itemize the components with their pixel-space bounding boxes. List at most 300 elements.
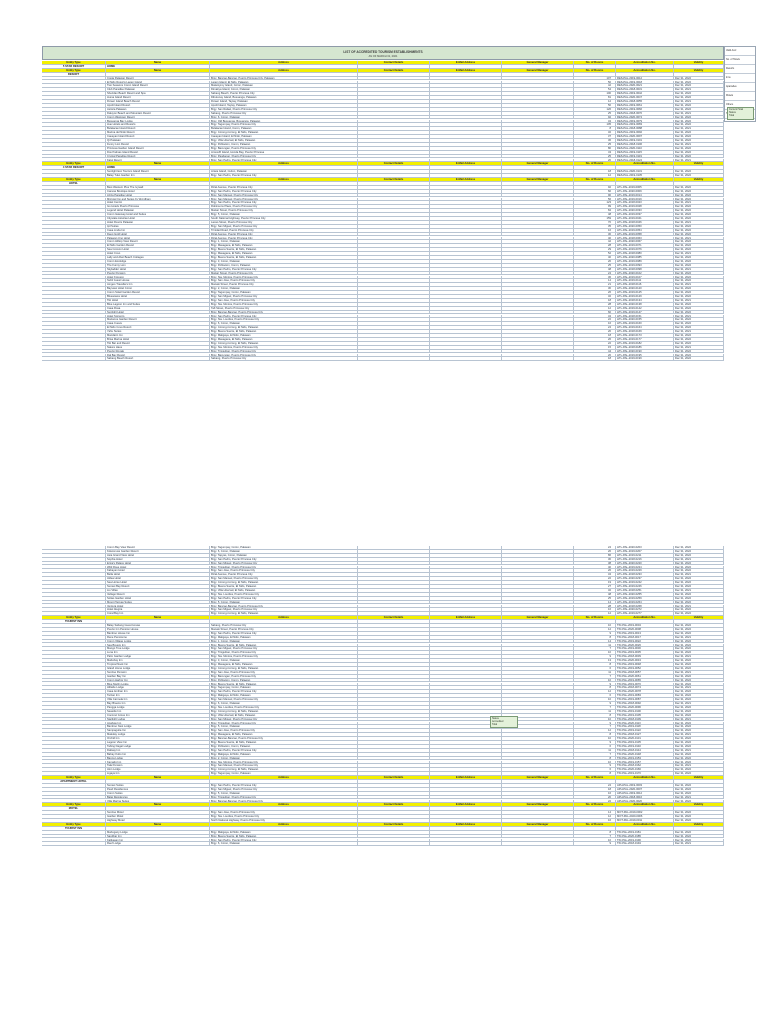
validity-cell: Dec 31, 2022 [674,123,724,126]
validity-cell: Dec 31, 2022 [674,554,724,557]
address-cell: Brgy. Buena Suerte, El Nido, Palawan [210,683,358,686]
rooms-cell: 9 [574,842,616,845]
validity-cell: Dec 31, 2022 [674,291,724,294]
header-name: Name [106,823,210,826]
name-cell: Canvas Boutique Hotel [106,190,210,193]
category-value: HOME [106,65,210,68]
rooms-cell: 99 [574,205,616,208]
contact-cell [358,679,430,682]
entity-type-cell [42,593,106,596]
rooms-cell: 38 [574,562,616,565]
address-cell: Lagen Island, El Nido, Palawan [210,81,358,84]
accreditation-cell: TIN-PAL-2018-0017 [616,636,674,639]
validity-cell: Dec 31, 2022 [674,651,724,654]
email-cell [430,757,502,760]
email-cell [430,84,502,87]
manager-cell [502,104,574,107]
address-cell: Brgy. Sta. Monica, Puerto Princesa City [210,655,358,658]
address-cell: Brgy. Bancao-Bancao, Puerto Princesa City [210,737,358,740]
manager-cell [502,84,574,87]
manager-cell [502,338,574,341]
sidebar-label: Resorts [726,67,735,70]
entity-type-cell [42,283,106,286]
accreditation-cell: TIN-PAL-2018-0092 [616,702,674,705]
address-cell: Brgy. 5, Coron, Palawan [210,601,358,604]
sidebar-divider [725,91,755,92]
validity-cell: Dec 31, 2022 [674,644,724,647]
accreditation-cell: HTL-PAL-2020-0102 [616,272,674,275]
email-cell [430,624,502,627]
rooms-cell: 22 [574,800,616,803]
contact-cell [358,772,430,775]
contact-cell [358,116,430,119]
rooms-cell: 16 [574,322,616,325]
rooms-cell: 8 [574,636,616,639]
name-cell: Sabang Beach Resort [106,357,210,360]
address-cell: Brgy. Tiniguiban, Puerto Princesa City [210,350,358,353]
validity-cell: Dec 31, 2022 [674,569,724,572]
name-cell: Hotel Koresco [106,276,210,279]
rooms-cell: 11 [574,749,616,752]
email-cell [430,131,502,134]
rooms-cell: 22 [574,577,616,580]
header-contact-details: Contact Details [358,616,430,619]
validity-cell: Dec 31, 2022 [674,229,724,232]
contact-cell [358,92,430,95]
address-cell: Brgy. Tiniguiban, Puerto Princesa City [210,722,358,725]
manager-cell [502,577,574,580]
manager-cell [502,112,574,115]
name-cell: Bayview Hotel Coron [106,287,210,290]
name-cell: Skyladder Hotel [106,268,210,271]
rooms-cell: 70 [574,221,616,224]
validity-cell: Dec 31, 2021 [674,573,724,576]
email-cell [430,120,502,123]
entity-type-cell [42,608,106,611]
name-cell: Bahay Kubo Inn [106,753,210,756]
empty-cell [502,166,574,169]
accreditation-cell: HTL-PAL-2019-0199 [616,357,674,360]
name-cell: The Funny Lion [106,264,210,267]
name-cell: Rene Pensionne [106,636,210,639]
category-label: MOTEL [42,807,106,810]
entity-type-cell [42,581,106,584]
rooms-cell: 18 [574,357,616,360]
rooms-cell: 48 [574,268,616,271]
header-accreditation-no: Accreditation No. [616,616,674,619]
contact-cell [358,651,430,654]
email-cell [430,357,502,360]
validity-cell: Dec 31, 2022 [674,667,724,670]
address-cell: Brgy. Corong-Corong, El Nido, Palawan [210,667,358,670]
header-contact-details: Contact Details [358,803,430,806]
name-cell: Deep Gold Hotel [106,233,210,236]
name-cell: Highway Motel [106,819,210,822]
name-cell: Flower Island Beach Resort [106,100,210,103]
rooms-cell: 30 [574,558,616,561]
contact-cell [358,151,430,154]
address-cell: Brgy. Corong-Corong, El Nido, Palawan [210,131,358,134]
contact-cell [358,640,430,643]
accreditation-cell: HTL-PAL-2019-0229 [616,569,674,572]
name-cell: Solias Garden Hotel [106,597,210,600]
rooms-cell: 11 [574,644,616,647]
accreditation-cell: TIN-PAL-2019-0030 [616,647,674,650]
name-cell: Brisa Marina Hotel [106,338,210,341]
entity-type-cell [42,651,106,654]
address-cell: Brgy. Villa Libertad, El Nido, Palawan [210,589,358,592]
name-cell: Apulit Island Resort [106,104,210,107]
contact-cell [358,252,430,255]
accreditation-cell: HTL-PAL-2019-0147 [616,311,674,314]
contact-cell [358,350,430,353]
accreditation-cell: RES-PAL-2020-0110 [616,147,674,150]
contact-cell [358,796,430,799]
email-cell [430,252,502,255]
name-cell: Palawan Uno Hotel [106,237,210,240]
entity-type-cell [42,303,106,306]
address-cell: Taft Street, Puerto Princesa City [210,307,358,310]
contact-cell [358,831,430,834]
name-cell: Alon Lodge [106,768,210,771]
address-cell: Brgy. San Jose, Puerto Princesa City [210,299,358,302]
header-address: Address [210,69,358,72]
validity-cell: Dec 31, 2022 [674,632,724,635]
manager-cell [502,675,574,678]
accreditation-cell: RES-PAL-2018-0088 [616,127,674,130]
header-entity-type: Entity Type [42,803,106,806]
validity-cell: Dec 31, 2021 [674,796,724,799]
accreditation-cell: HTL-PAL-2019-0041 [616,217,674,220]
contact-cell [358,577,430,580]
validity-cell: Dec 31, 2022 [674,624,724,627]
entity-type-cell [42,624,106,627]
validity-cell: Dec 31, 2022 [674,147,724,150]
accreditation-cell: TIN-PAL-2018-0162 [616,764,674,767]
address-cell: Brgy. San Rafael, Puerto Princesa City [210,108,358,111]
accreditation-cell: HTL-PAL-2019-0037 [616,213,674,216]
manager-cell [502,334,574,337]
accreditation-cell: HTL-PAL-2020-0033 [616,209,674,212]
empty-cell [616,827,674,830]
empty-cell [358,620,430,623]
contact-cell [358,768,430,771]
validity-cell: Dec 31, 2022 [674,710,724,713]
rooms-cell: 24 [574,546,616,549]
address-cell: Brgy. Sta. Monica, Puerto Princesa City [210,761,358,764]
rooms-cell: 24 [574,326,616,329]
manager-cell [502,772,574,775]
rooms-cell: 8 [574,686,616,689]
contact-cell [358,170,430,173]
contact-cell [358,147,430,150]
validity-cell: Dec 31, 2021 [674,589,724,592]
email-cell [430,346,502,349]
email-cell [430,690,502,693]
name-cell: Sea Cocoon Hotel [106,248,210,251]
manager-cell [502,694,574,697]
table-row[interactable] [42,842,724,846]
validity-cell: Dec 31, 2022 [674,566,724,569]
email-cell [430,248,502,251]
address-cell: Brgy. 6, Coron, Palawan [210,322,358,325]
contact-cell [358,104,430,107]
header-accreditation-no: Accreditation No. [616,776,674,779]
empty-cell [430,65,502,68]
validity-cell: Dec 31, 2022 [674,276,724,279]
email-cell [430,659,502,662]
address-cell: Brgy. San Manuel, Puerto Princesa City [210,577,358,580]
accreditation-cell: TIN-PAL-2019-0022 [616,640,674,643]
contact-cell [358,562,430,565]
header-accreditation-no: Accreditation No. [616,69,674,72]
rooms-cell: 8 [574,757,616,760]
manager-cell [502,264,574,267]
entity-type-cell [42,612,106,615]
rooms-cell: 43 [574,151,616,154]
header-accreditation-no: Accreditation No. [616,803,674,806]
manager-cell [502,209,574,212]
validity-cell: Dec 31, 2022 [674,698,724,701]
contact-cell [358,581,430,584]
name-cell: Tabing Dagat Lodge [106,745,210,748]
contact-cell [358,315,430,318]
accreditation-cell: TIN-PAL-2019-0035 [616,651,674,654]
validity-cell: Dec 31, 2022 [674,326,724,329]
empty-cell [358,73,430,76]
validity-cell: Dec 31, 2022 [674,108,724,111]
validity-cell: Dec 31, 2022 [674,722,724,725]
contact-cell [358,608,430,611]
entity-type-cell [42,725,106,728]
name-cell: Coron Gateway Hotel and Suites [106,213,210,216]
category-label: HOTEL [42,182,106,185]
rooms-cell: 24 [574,784,616,787]
accreditation-cell: HTL-PAL-2020-0220 [616,562,674,565]
address-cell: Brgy. San Jose, Puerto Princesa City [210,811,358,814]
validity-cell: Dec 31, 2022 [674,342,724,345]
accreditation-cell: HTL-PAL-2019-0195 [616,354,674,357]
sidebar-divider [725,100,755,101]
rooms-cell: 27 [574,585,616,588]
name-cell: Coron Bay View Resort [106,546,210,549]
entity-type-cell [42,671,106,674]
manager-cell [502,671,574,674]
entity-type-cell [42,77,106,80]
empty-cell [430,620,502,623]
validity-cell: Dec 31, 2022 [674,307,724,310]
name-cell: Sunlight Eco Tourism Island Resort [106,170,210,173]
address-cell: Brgy. San Pedro, Puerto Princesa City [210,268,358,271]
validity-cell: Dec 31, 2021 [674,686,724,689]
header-validity: Validity [674,162,724,165]
entity-type-cell [42,120,106,123]
validity-cell: Dec 31, 2022 [674,198,724,201]
entity-type-cell [42,112,106,115]
accreditation-cell: HTL-PAL-2020-0155 [616,318,674,321]
rooms-cell: 10 [574,679,616,682]
email-cell [430,835,502,838]
rooms-cell: 50 [574,81,616,84]
address-cell: Brgy. San Manuel, Puerto Princesa City [210,764,358,767]
entity-type-cell [42,276,106,279]
sidebar-divider [725,73,755,74]
manager-cell [502,81,574,84]
rooms-cell: 52 [574,252,616,255]
empty-cell [616,65,674,68]
contact-cell [358,276,430,279]
email-cell [430,686,502,689]
validity-cell: Dec 31, 2022 [674,155,724,158]
validity-cell: Dec 31, 2022 [674,322,724,325]
header-general-manager: General Manager [502,803,574,806]
name-cell: Mount Tapyas Suites [106,601,210,604]
address-cell: Brgy. San Pedro, Puerto Princesa City [210,190,358,193]
email-cell [430,279,502,282]
contact-cell [358,279,430,282]
manager-cell [502,811,574,814]
address-cell: Brgy. Tiniguiban, Puerto Princesa City [210,566,358,569]
email-cell [430,221,502,224]
email-cell [430,127,502,130]
email-cell [430,792,502,795]
email-cell [430,194,502,197]
accreditation-cell: HTL-PAL-2019-0005 [616,186,674,189]
header-name: Name [106,69,210,72]
category-label: RESORT [42,73,106,76]
name-cell: Hotel Centro [106,201,210,204]
empty-cell [430,182,502,185]
rooms-cell: 34 [574,573,616,576]
address-cell: Brgy. 3, Coron, Palawan [210,260,358,263]
manager-cell [502,201,574,204]
name-cell: Lally and Abet Beach Cottages [106,256,210,259]
rooms-cell: 105 [574,123,616,126]
header-general-manager: General Manager [502,616,574,619]
rooms-cell: 7 [574,725,616,728]
email-cell [430,679,502,682]
entity-type-cell [42,244,106,247]
manager-cell [502,733,574,736]
validity-cell: Dec 31, 2021 [674,605,724,608]
entity-type-cell [42,100,106,103]
rooms-cell: 56 [574,198,616,201]
manager-cell [502,295,574,298]
name-cell: Qi Palawan [106,139,210,142]
empty-cell [574,65,616,68]
contact-cell [358,624,430,627]
email-cell [430,256,502,259]
validity-cell: Dec 31, 2022 [674,788,724,791]
rooms-cell: 10 [574,761,616,764]
name-cell: Coconut Grove Inn [106,714,210,717]
email-cell [430,671,502,674]
contact-cell [358,761,430,764]
validity-cell: Dec 31, 2022 [674,81,724,84]
email-cell [430,651,502,654]
entity-type-cell [42,268,106,271]
empty-cell [358,65,430,68]
accreditation-cell: TIN-PAL-2019-0170 [616,772,674,775]
rooms-cell: 7 [574,706,616,709]
header-email-address: E-Mail Address [430,61,502,64]
manager-cell [502,835,574,838]
contact-cell [358,753,430,756]
entity-type-cell [42,792,106,795]
rooms-cell: 16 [574,819,616,822]
contact-cell [358,198,430,201]
rooms-cell: 9 [574,702,616,705]
address-cell: Brgy. Villa Libertad, El Nido, Palawan [210,714,358,717]
empty-cell [502,73,574,76]
contact-cell [358,792,430,795]
contact-cell [358,342,430,345]
address-cell: Brgy. Buena Suerte, El Nido, Palawan [210,248,358,251]
rooms-cell: 48 [574,593,616,596]
empty-cell [430,807,502,810]
name-cell: Mabuhay Inn [106,659,210,662]
entity-type-cell [42,761,106,764]
contact-cell [358,295,430,298]
manager-cell [502,229,574,232]
rooms-cell: 10 [574,624,616,627]
name-cell: Tropical Nook Inn [106,663,210,666]
address-cell: Brgy. Tagumpay, Coron, Palawan [210,291,358,294]
validity-cell: Dec 31, 2022 [674,357,724,360]
address-cell: Brgy. 2, Coron, Palawan [210,287,358,290]
email-cell [430,147,502,150]
validity-cell: Dec 31, 2022 [674,811,724,814]
category-label: APARTMENT HOTEL [42,780,106,783]
empty-cell [574,620,616,623]
manager-cell [502,357,574,360]
header-address: Address [210,776,358,779]
empty-cell [616,182,674,185]
entity-type-cell [42,104,106,107]
contact-cell [358,131,430,134]
name-cell: Villa Marina Suites [106,800,210,803]
entity-type-cell [42,831,106,834]
header-entity-type: Entity Type [42,61,106,64]
contact-cell [358,155,430,158]
address-cell: Brgy. Sta. Lourdes, Puerto Princesa City [210,318,358,321]
name-cell: Sampaguita Inn [106,729,210,732]
name-cell: Nature Haus [106,346,210,349]
entity-type-cell [42,835,106,838]
name-cell: Tiki Hotel [106,299,210,302]
accreditation-cell: MOT-PAL-2020-0006 [616,815,674,818]
manager-cell [502,585,574,588]
email-cell [430,612,502,615]
empty-cell [210,827,358,830]
email-cell [430,694,502,697]
validity-cell: Dec 31, 2022 [674,213,724,216]
manager-cell [502,307,574,310]
rooms-cell: 12 [574,100,616,103]
header-no-of-rooms: No. of Rooms [574,616,616,619]
validity-cell: Dec 31, 2021 [674,100,724,103]
sidebar-label: Apartelles [726,85,737,88]
manager-cell [502,186,574,189]
rooms-cell: 42 [574,240,616,243]
sidebar-callout-line: Current Hotel [729,108,744,111]
contact-cell [358,318,430,321]
rooms-cell: 26 [574,338,616,341]
table-row[interactable] [42,357,724,361]
summary-sidebar [724,46,756,122]
rooms-cell: 25 [574,264,616,267]
contact-cell [358,725,430,728]
